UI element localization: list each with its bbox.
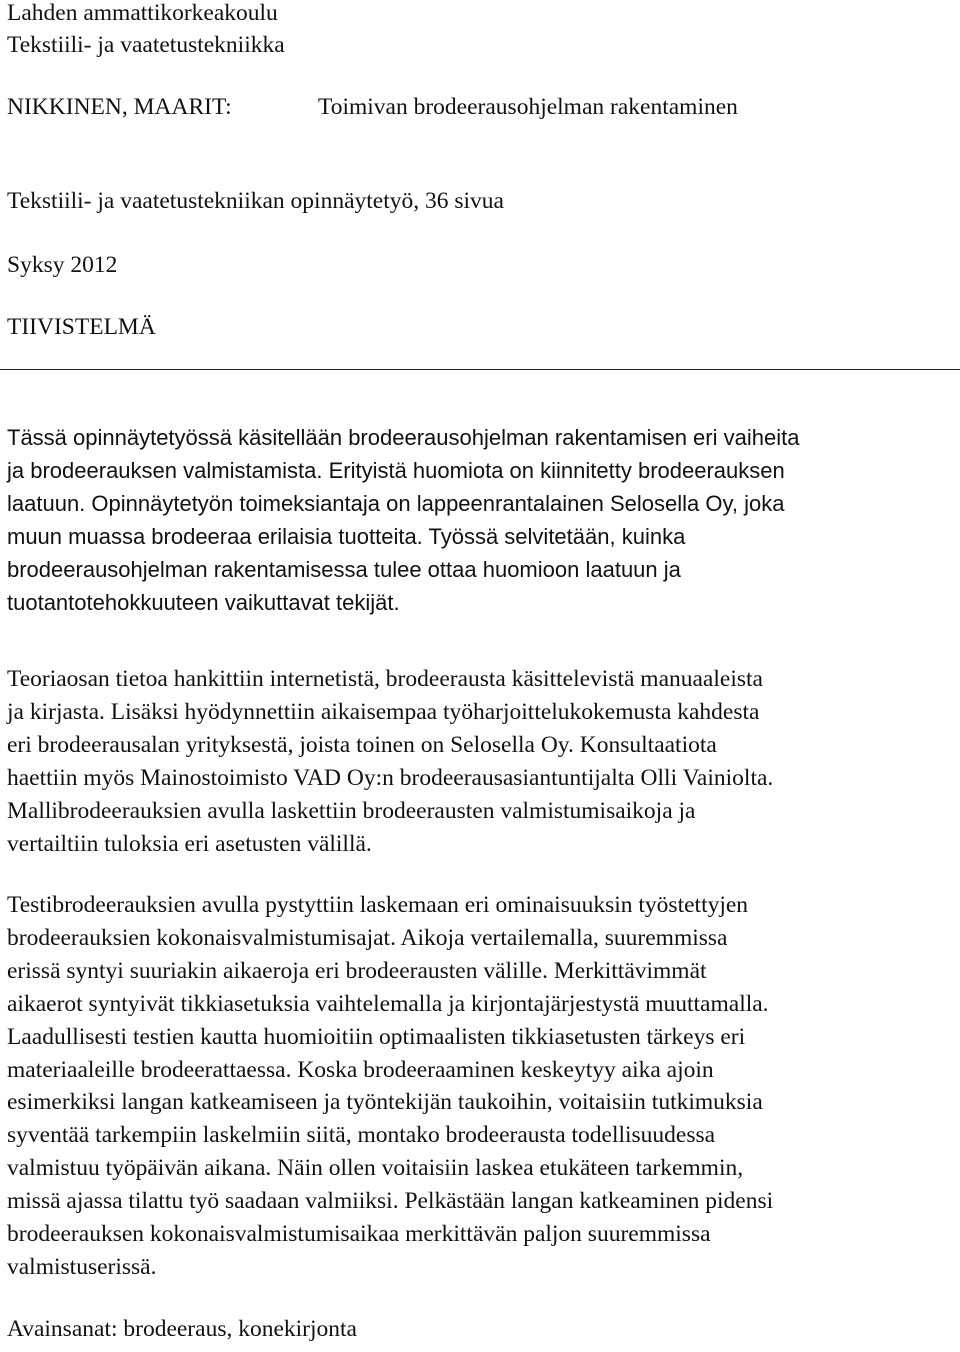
header-divider [0, 369, 960, 370]
university-name: Lahden ammattikorkeakoulu [7, 0, 278, 26]
section-title: TIIVISTELMÄ [7, 314, 156, 340]
abstract-paragraph-1: Tässä opinnäytetyössä käsitellään brodeerausohjelman rakentamisen eri vaiheita ja brodeerauksen valmistamista. Erityistä huomiota on kiinnitetty brodeerauksen laatuun. Opinnäytetyön toimeksiantaja on lappeenrantalainen Selosella Oy, joka muun muassa brodeeraa erilaisia tuotteita. Työssä selvitetään, kuinka brodeerausohjelman rakentamisessa tulee ottaa huomioon laatuun ja tuotantotehokkuuteen vaikuttavat tekijät. [7, 425, 800, 615]
thesis-info: Tekstiili- ja vaatetustekniikan opinnäytetyö, 36 sivua [7, 188, 504, 214]
author-name: NIKKINEN, MAARIT: [7, 94, 232, 120]
abstract-paragraph-2: Teoriaosan tietoa hankittiin internetistä, brodeerausta käsittelevistä manuaaleista ja kirjasta. Lisäksi hyödynnettiin aikaisempaa työharjoittelukokemusta kahdesta eri brodeerausalan yrityksestä, joista toinen on Selosella Oy. Konsultaatiota haettiin myös Mainostoimisto VAD Oy:n brodeerausasiantuntijalta Olli Vainiolta. Mallibrodeerauksien avulla laskettiin brodeerausten valmistumisaikoja ja vertailtiin tuloksia eri asetusten välillä. [7, 666, 774, 857]
department-name: Tekstiili- ja vaatetustekniikka [7, 32, 285, 58]
thesis-season: Syksy 2012 [7, 252, 118, 278]
abstract-paragraph-3: Testibrodeerauksien avulla pystyttiin laskemaan eri ominaisuuksin työstettyjen brodeerauksien kokonaisvalmistumisajat. Aikoja vertailemalla, suuremmissa erissä syntyi suuriakin aikaeroja eri brodeerausten välille. Merkittävimmät aikaerot syntyivät tikkiasetuksia vaihtelemalla ja kirjontajärjestystä muuttamalla. Laadullisesti testien kautta huomioitiin optimaalisten tikkiasetusten tärkeys eri materiaaleille brodeerattaessa. Koska brodeeraaminen keskeytyy aika ajoin esimerkiksi langan katkeamiseen ja työntekijän taukoihin, voitaisiin tutkimuksia syventää tarkempiin laskelmiin siitä, montako brodeerausta todellisuudessa valmistuu työpäivän aikana. Näin ollen voitaisiin laskea etukäteen tarkemmin, missä ajassa tilattu työ saadaan valmiiksi. Pelkästään langan katkeaminen pidensi brodeerauksen kokonaisvalmistumisaikaa merkittävän paljon suuremmissa valmistuserissä. [7, 892, 774, 1280]
keywords: Avainsanat: brodeeraus, konekirjonta [7, 1316, 357, 1342]
thesis-title: Toimivan brodeerausohjelman rakentaminen [318, 94, 738, 120]
